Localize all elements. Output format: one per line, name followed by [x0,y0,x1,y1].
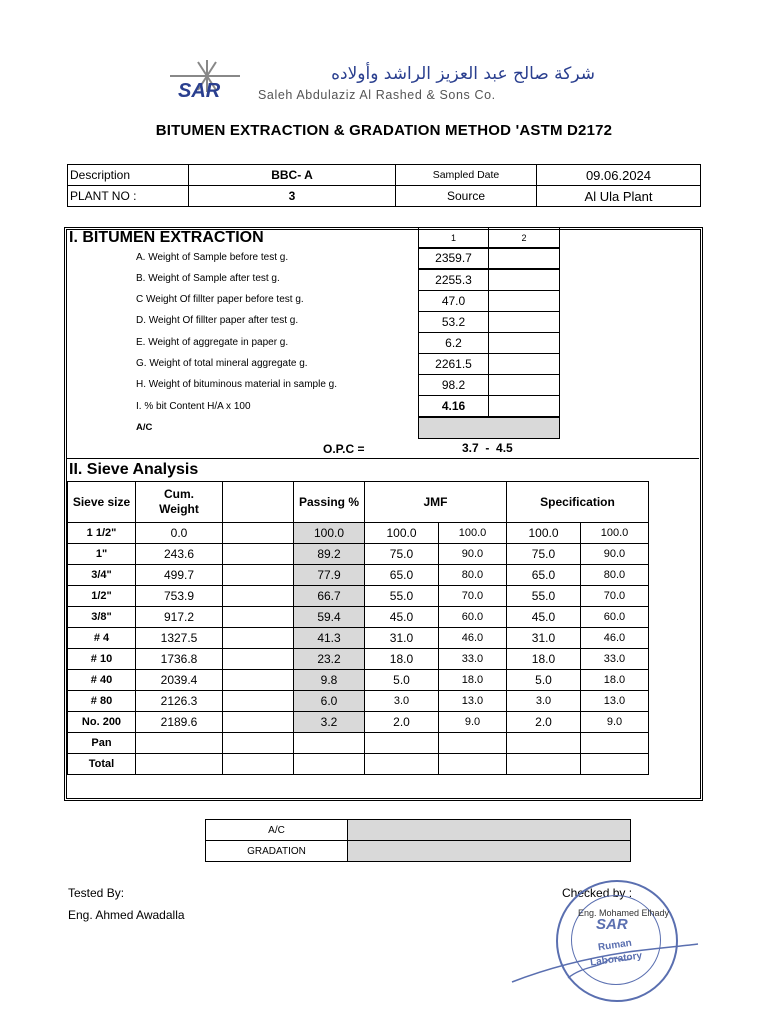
spec-min-cell: 65.0 [507,565,581,586]
opc-label: O.P.C = [323,442,365,456]
jmf-min-cell: 65.0 [365,565,439,586]
jmf-max-cell: 100.0 [438,523,506,544]
stamp-text-bot: Laboratory [589,950,643,969]
jmf-header: JMF [365,482,507,523]
extraction-divider [66,458,699,459]
logo-letters: SAR [178,80,221,102]
extraction-row-label: H. Weight of bituminous material in sample g. [136,379,338,390]
specification-header: Specification [507,482,649,523]
document-title: BITUMEN EXTRACTION & GRADATION METHOD 'ASTM D2172 [155,122,613,139]
tested-by-label: Tested By: [68,886,125,900]
extraction-row-label: D. Weight Of fillter paper after test g. [136,315,299,326]
blank-cell [223,733,294,754]
extraction-row-label: C Weight Of fillter paper before test g. [136,294,304,305]
blank-cell [223,607,294,628]
sieve-row [68,565,649,586]
sieve-row [68,670,649,691]
opc-value: 3.7 - 4.5 [462,441,513,455]
passing-cell: 23.2 [294,649,365,670]
blank-cell [223,544,294,565]
jmf-max-cell: 90.0 [438,544,506,565]
cum-weight-cell [136,733,223,754]
sieve-size-cell: Total [68,754,136,775]
company-name-english: Saleh Abdulaziz Al Rashed & Sons Co. [258,88,496,102]
passing-cell [294,754,365,775]
spec-min-cell: 18.0 [507,649,581,670]
sieve-size-cell: No. 200 [68,712,136,733]
sieve-row [68,607,649,628]
extraction-row-value-2 [488,247,560,269]
sieve-row [68,586,649,607]
description-table [67,164,701,207]
blank-cell [223,712,294,733]
spec-min-cell: 100.0 [507,523,581,544]
blank-cell [223,565,294,586]
blank-cell [223,754,294,775]
passing-cell [294,733,365,754]
jmf-min-cell: 45.0 [365,607,439,628]
sieve-size-cell: 1/2" [68,586,136,607]
sieve-size-cell: # 4 [68,628,136,649]
spec-max-cell: 18.0 [580,670,648,691]
jmf-max-cell: 80.0 [438,565,506,586]
passing-cell: 89.2 [294,544,365,565]
passing-cell: 9.8 [294,670,365,691]
source-label: Source [396,186,537,207]
spec-min-cell: 2.0 [507,712,581,733]
checked-by-name: Eng. Mohamed Elhady [578,908,670,918]
cum-weight-cell: 1327.5 [136,628,223,649]
extraction-row-value-2 [488,374,560,396]
spec-max-cell: 46.0 [580,628,648,649]
extraction-row-value-2 [488,395,560,417]
extraction-row-label: E. Weight of aggregate in paper g. [136,337,289,348]
sieve-row [68,628,649,649]
passing-cell: 100.0 [294,523,365,544]
passing-cell: 6.0 [294,691,365,712]
cum-weight-cell: 917.2 [136,607,223,628]
cum-weight-cell: 243.6 [136,544,223,565]
extraction-row-value-1: 2359.7 [418,247,489,269]
ac-label: A/C [136,422,153,433]
extraction-row-label: I. % bit Content H/A x 100 [136,401,251,412]
summary-table [205,819,631,862]
plant-value: 3 [189,186,396,207]
passing-cell: 3.2 [294,712,365,733]
cum-weight-cell: 0.0 [136,523,223,544]
extraction-row-value-2 [488,311,560,333]
sieve-size-cell: 1 1/2" [68,523,136,544]
jmf-min-cell: 18.0 [365,649,439,670]
spec-min-cell: 31.0 [507,628,581,649]
spec-max-cell: 60.0 [580,607,648,628]
plant-label: PLANT NO : [68,186,189,207]
spec-min-cell: 55.0 [507,586,581,607]
jmf-max-cell: 46.0 [438,628,506,649]
spec-min-cell: 5.0 [507,670,581,691]
spec-min-cell: 3.0 [507,691,581,712]
description-label: Description [68,165,189,186]
summary-gradation-label: GRADATION [206,841,348,862]
jmf-max-cell: 33.0 [438,649,506,670]
passing-cell: 41.3 [294,628,365,649]
extraction-row-value-2 [488,290,560,312]
description-value: BBC- A [189,165,396,186]
jmf-min-cell: 75.0 [365,544,439,565]
extraction-col-1-header: 1 [418,227,489,249]
tested-by-name: Eng. Ahmed Awadalla [68,908,185,922]
sieve-row [68,523,649,544]
jmf-min-cell: 2.0 [365,712,439,733]
company-logo [168,58,246,104]
sieve-table [67,481,649,775]
extraction-row-value-1: 47.0 [418,290,489,312]
checked-by-label: Checked by : [562,886,633,900]
sieve-row [68,733,649,754]
sampled-date-value: 09.06.2024 [537,165,701,186]
sieve-size-cell: Pan [68,733,136,754]
blank-cell [223,670,294,691]
jmf-min-cell: 55.0 [365,586,439,607]
sieve-size-cell: 3/8" [68,607,136,628]
spec-max-cell [580,733,648,754]
cum-weight-cell: 753.9 [136,586,223,607]
extraction-row-value-1: 4.16 [418,395,489,417]
jmf-min-cell [365,754,439,775]
summary-ac-value [348,820,631,841]
jmf-max-cell: 9.0 [438,712,506,733]
cum-weight-cell: 499.7 [136,565,223,586]
cum-weight-cell: 1736.8 [136,649,223,670]
extraction-row-value-2 [488,332,560,354]
sampled-date-label: Sampled Date [396,165,537,186]
signature [508,938,708,988]
sieve-row [68,691,649,712]
extraction-row-value-1: 6.2 [418,332,489,354]
extraction-col-2-header: 2 [488,227,560,249]
sieve-size-cell: # 80 [68,691,136,712]
jmf-max-cell [438,754,506,775]
spec-min-cell [507,754,581,775]
source-value: Al Ula Plant [537,186,701,207]
blank-cell [223,691,294,712]
jmf-max-cell: 70.0 [438,586,506,607]
jmf-min-cell: 31.0 [365,628,439,649]
spec-min-cell [507,733,581,754]
spec-max-cell [580,754,648,775]
passing-cell: 66.7 [294,586,365,607]
passing-header: Passing % [294,482,365,523]
sieve-row [68,649,649,670]
sieve-size-cell: 3/4" [68,565,136,586]
jmf-max-cell: 60.0 [438,607,506,628]
jmf-min-cell: 3.0 [365,691,439,712]
extraction-row-label: B. Weight of Sample after test g. [136,273,280,284]
stamp-logo: SAR [596,916,628,933]
sieve-body [68,523,649,775]
extraction-row-value-2 [488,269,560,291]
spec-max-cell: 13.0 [580,691,648,712]
sieve-row [68,712,649,733]
extraction-row-value-1: 53.2 [418,311,489,333]
extraction-title: I. BITUMEN EXTRACTION [69,229,264,246]
spec-max-cell: 33.0 [580,649,648,670]
blank-header [223,482,294,523]
jmf-min-cell: 100.0 [365,523,439,544]
passing-cell: 59.4 [294,607,365,628]
spec-max-cell: 100.0 [580,523,648,544]
spec-max-cell: 9.0 [580,712,648,733]
extraction-row-value-2 [488,353,560,375]
blank-cell [223,586,294,607]
cum-weight-header: Cum. Weight [136,482,223,523]
extraction-row-label: A. Weight of Sample before test g. [136,252,289,263]
jmf-min-cell [365,733,439,754]
sieve-title: II. Sieve Analysis [69,461,199,478]
cum-weight-cell [136,754,223,775]
spec-min-cell: 75.0 [507,544,581,565]
blank-cell [223,523,294,544]
summary-gradation-value [348,841,631,862]
jmf-min-cell: 5.0 [365,670,439,691]
sieve-size-header: Sieve size [68,482,136,523]
ac-value-cell [418,417,560,439]
sieve-size-cell: # 40 [68,670,136,691]
extraction-row-label: G. Weight of total mineral aggregate g. [136,358,308,369]
spec-min-cell: 45.0 [507,607,581,628]
extraction-row-value-1: 98.2 [418,374,489,396]
sieve-row [68,544,649,565]
blank-cell [223,649,294,670]
sieve-size-cell: 1" [68,544,136,565]
jmf-max-cell [438,733,506,754]
spec-max-cell: 70.0 [580,586,648,607]
summary-ac-label: A/C [206,820,348,841]
sieve-row [68,754,649,775]
spec-max-cell: 90.0 [580,544,648,565]
extraction-row-value-1: 2255.3 [418,269,489,291]
blank-cell [223,628,294,649]
spec-max-cell: 80.0 [580,565,648,586]
company-name-arabic: شركة صالح عبد العزيز الراشد وأولاده [331,64,595,84]
sieve-size-cell: # 10 [68,649,136,670]
jmf-max-cell: 13.0 [438,691,506,712]
stamp-text-mid: Ruman [597,937,633,954]
cum-weight-cell: 2189.6 [136,712,223,733]
cum-weight-cell: 2039.4 [136,670,223,691]
extraction-row-value-1: 2261.5 [418,353,489,375]
cum-weight-cell: 2126.3 [136,691,223,712]
passing-cell: 77.9 [294,565,365,586]
jmf-max-cell: 18.0 [438,670,506,691]
